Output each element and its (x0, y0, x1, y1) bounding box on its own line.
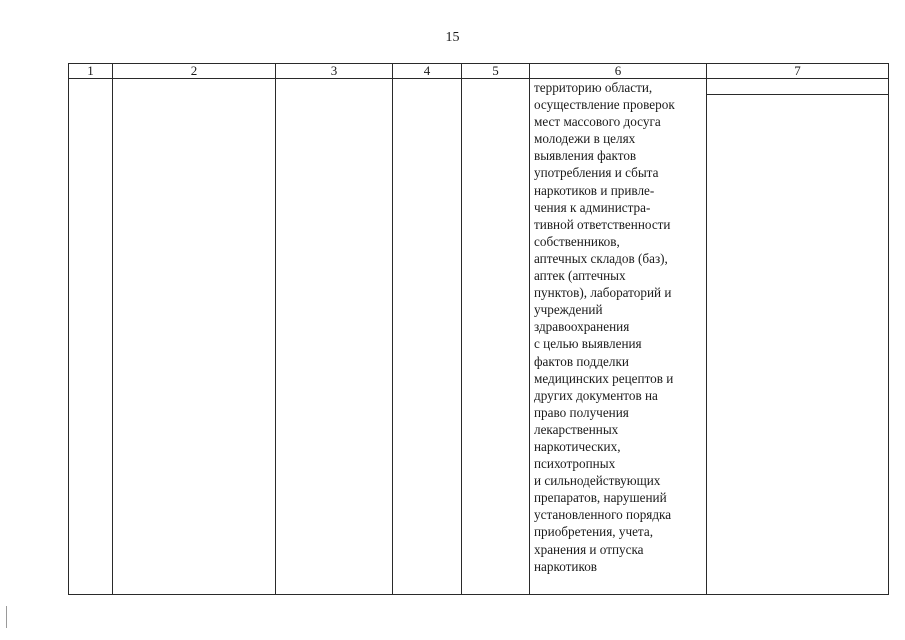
cell-text-line: осуществление проверок (534, 97, 675, 113)
table-row (69, 79, 889, 595)
cell-text-line: хранения и отпуска (534, 541, 644, 557)
cell-text-line: лекарственных (534, 421, 619, 437)
column-header-3: 3 (276, 64, 393, 79)
cell-text-line: психотропных (534, 456, 616, 472)
cell-text-line: приобретения, учета, (534, 524, 654, 540)
cell-col-6 (530, 79, 707, 595)
cell-text-line: пунктов), лабораторий и (534, 285, 672, 301)
cell-text-line: собственников, (534, 233, 620, 249)
cell-text-line: и сильнодействующих (534, 473, 661, 489)
cell-text-line: молодежи в целях (534, 131, 636, 147)
cell-text-line: других документов на (534, 387, 658, 403)
cell-col-5 (462, 79, 530, 595)
cell-text-line: препаратов, нарушений (534, 490, 667, 506)
cell-text-line: выявления фактов (534, 148, 637, 164)
table-header-row (69, 64, 889, 79)
cell-divider (707, 94, 888, 95)
cell-text-line: аптечных складов (баз), (534, 250, 668, 266)
cell-col-7 (707, 79, 889, 595)
cell-text-line: наркотиков и привле- (534, 182, 655, 198)
column-header-6: 6 (530, 64, 707, 79)
page-number: 15 (445, 30, 460, 45)
cell-col-3 (276, 79, 393, 595)
cell-text-line: чения к администра- (534, 199, 651, 215)
cell-text-line: медицинских рецептов и (534, 370, 674, 386)
cell-text-line: учреждений (534, 302, 603, 318)
cell-col-1 (69, 79, 113, 595)
cell-text-line: право получения (534, 404, 629, 420)
column-header-7: 7 (707, 64, 889, 79)
cell-text-line: фактов подделки (534, 353, 629, 369)
column-header-4: 4 (393, 64, 462, 79)
cell-text-line: наркотических, (534, 438, 621, 454)
cell-text-line: аптек (аптечных (534, 268, 626, 284)
document-table (68, 63, 889, 595)
cell-text-line: территорию области, (534, 80, 653, 95)
cell-col-4 (393, 79, 462, 595)
cell-text-line: наркотиков (534, 558, 598, 574)
margin-mark (6, 606, 7, 628)
cell-col-2 (113, 79, 276, 595)
column-header-2: 2 (113, 64, 276, 79)
column-header-5: 5 (462, 64, 530, 79)
cell-text-line: установленного порядка (534, 507, 672, 523)
cell-text-line: мест массового досуга (534, 114, 661, 130)
column-header-1: 1 (69, 64, 113, 79)
cell-text-line: здравоохранения (534, 319, 630, 335)
cell-text-line: употребления и сбыта (534, 165, 659, 181)
cell-text-line: тивной ответственности (534, 216, 671, 232)
cell-text-line: с целью выявления (534, 336, 642, 352)
